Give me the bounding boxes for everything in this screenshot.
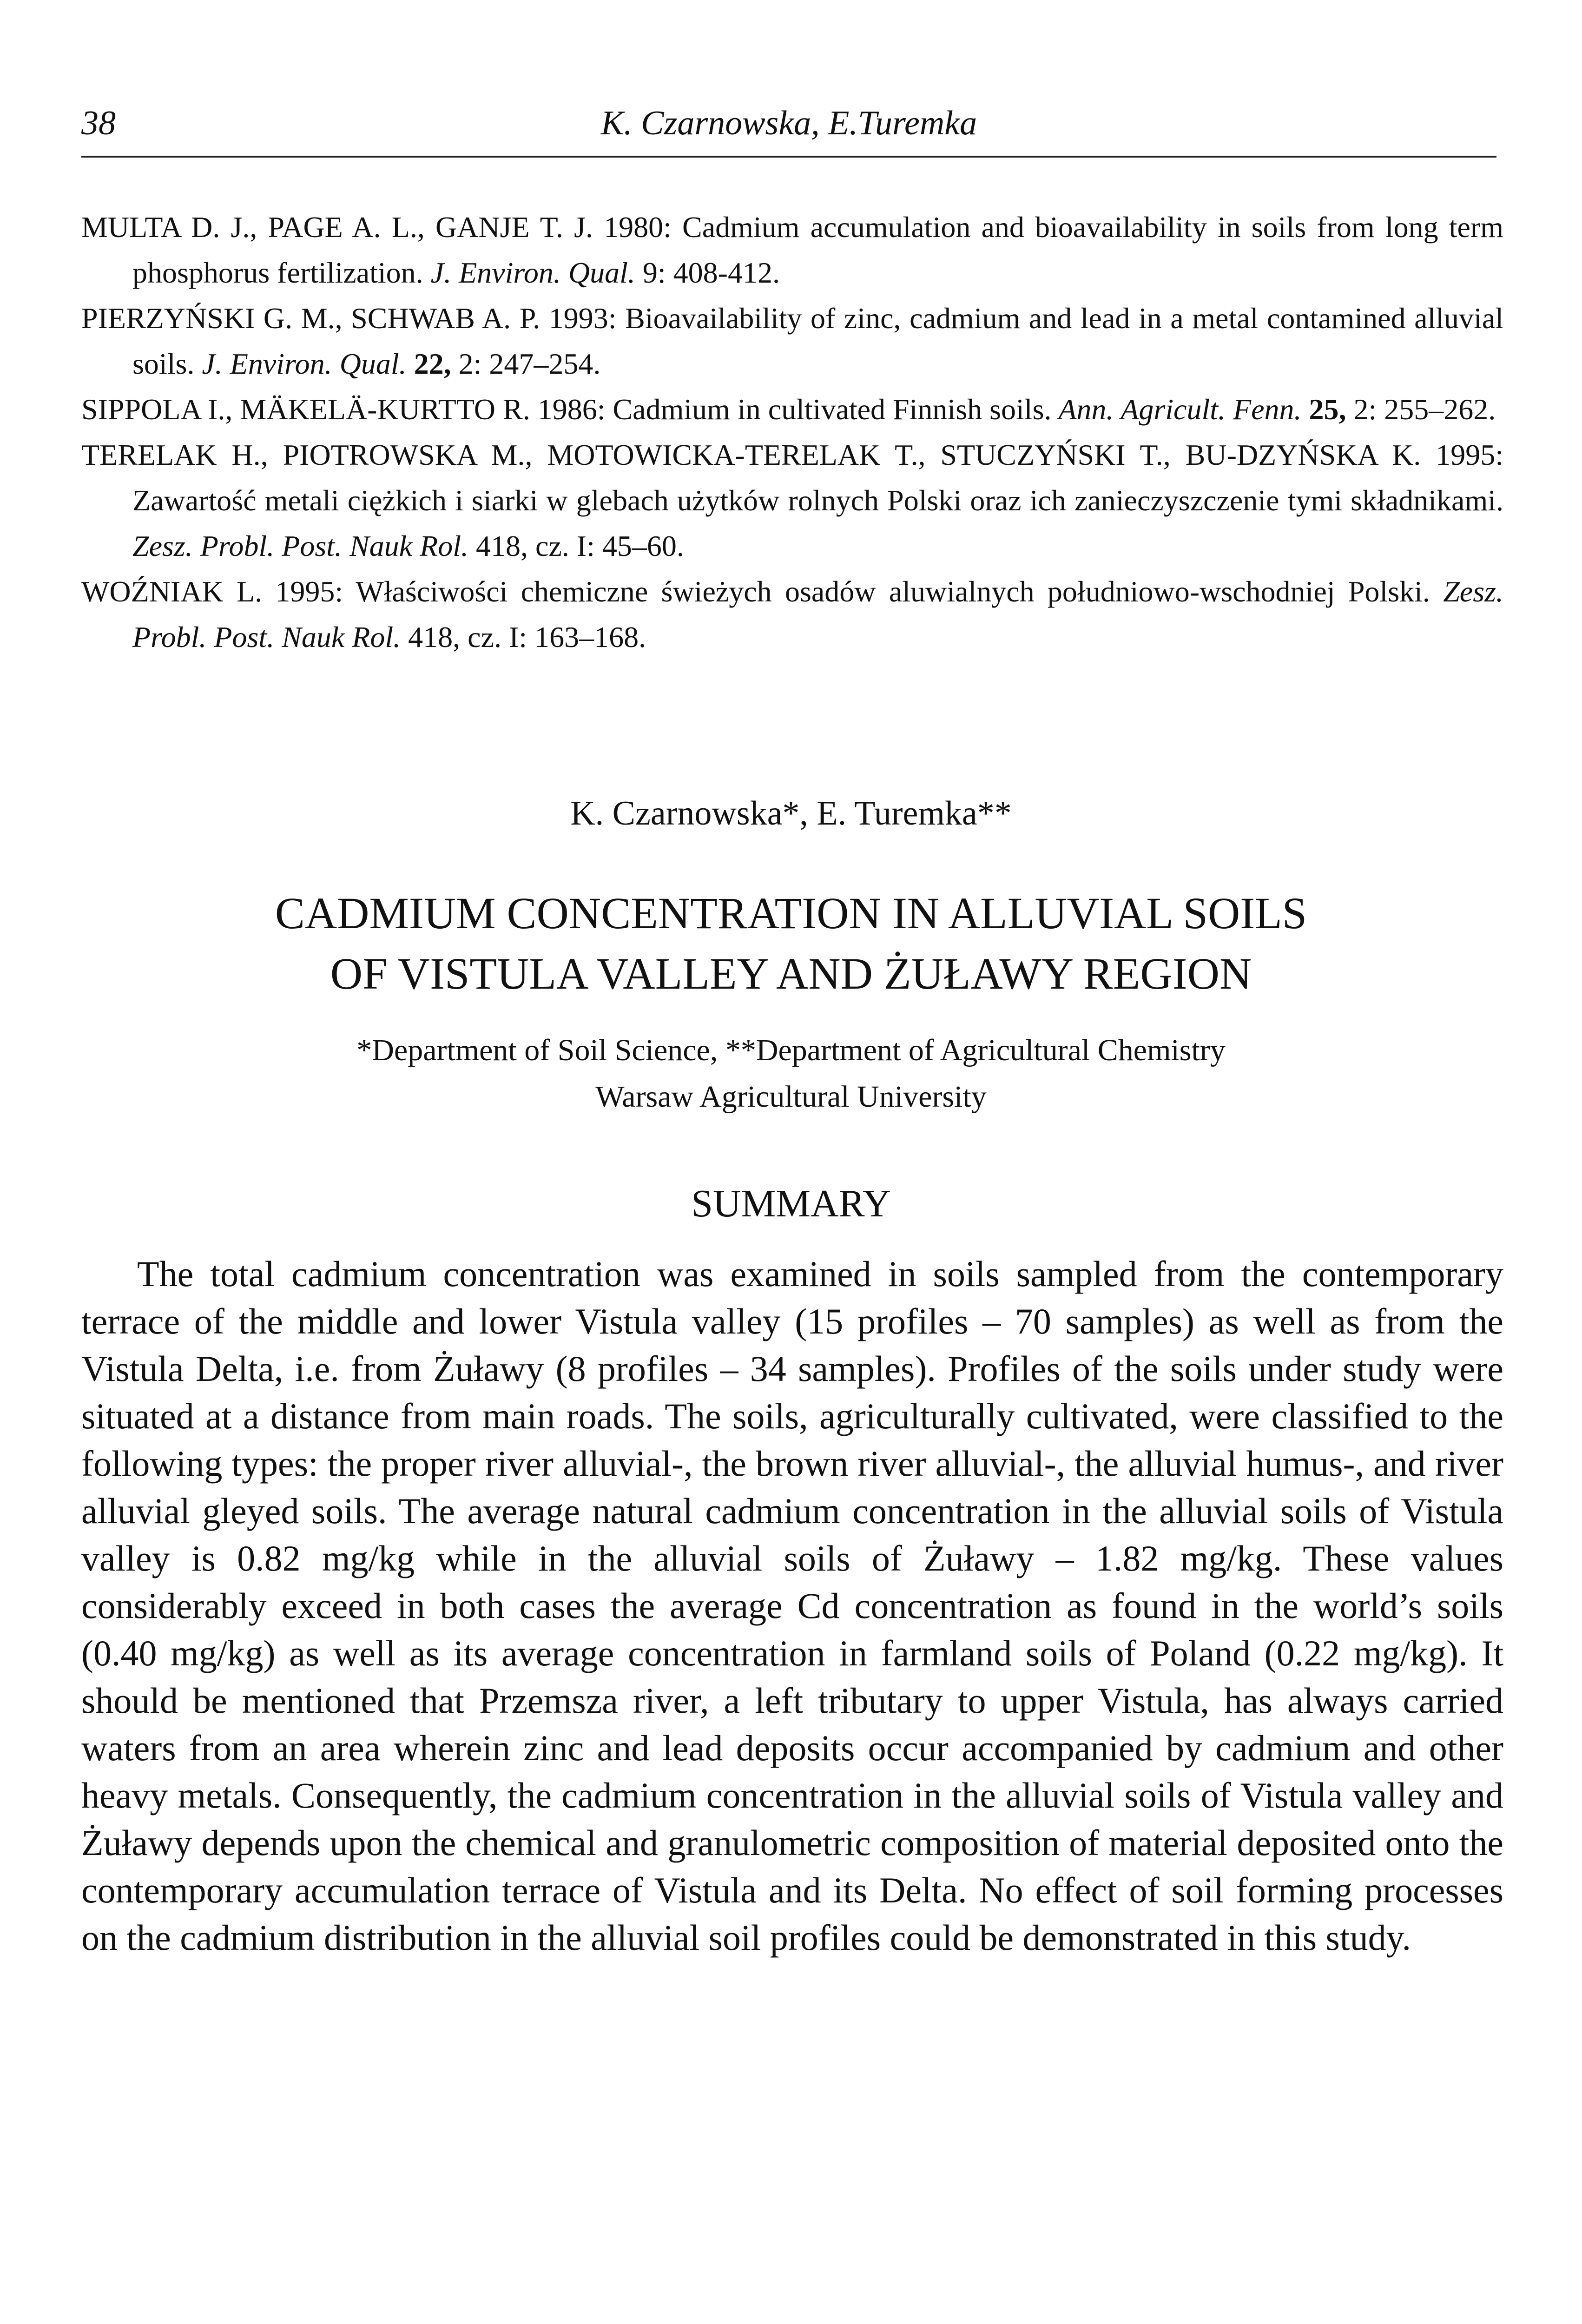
reference-item: [81, 569, 1503, 660]
summary-paragraph: The total cadmium concentration was examined in soils sampled from the contemporary terrace of the middle and lower Vistula valley (15 profiles – 70 samples) as well as from the Vistula Delta, i.e. from Żuławy (8 profiles – 34 samples). Profiles of the soils under study were situated at a distance from main roads. The soils, agriculturally cultivated, were classified to the following types: the proper river alluvial-, the brown river alluvial-, the alluvial humus-, and river alluvial gleyed soils. The average natural cadmium concentration in the alluvial soils of Vistula valley is 0.82 mg/kg while in the alluvial soils of Żuławy – 1.82 mg/kg. These values considerably exceed in both cases the average Cd concentration as found in the world’s soils (0.40 mg/kg) as well as its average concentration in farmland soils of Poland (0.22 mg/kg). It should be mentioned that Przemsza river, a left tributary to upper Vistula, has always carried waters from an area wherein zinc and lead deposits occur accompanied by cadmium and other heavy metals. Consequently, the cadmium concentration in the alluvial soils of Vistula valley and Żuławy depends upon the chemical and granulometric composition of material deposited onto the contemporary accumulation terrace of Vistula and its Delta. No effect of soil forming processes on the cadmium distribution in the alluvial soil profiles could be demonstrated in this study.: [81, 1254, 1503, 1958]
reference-journal: J. Environ. Qual.: [423, 256, 635, 289]
running-title: K. Czarnowska, E.Turemka: [600, 104, 977, 142]
page-number: 38: [81, 104, 116, 142]
article-authors: K. Czarnowska*, E. Turemka**: [570, 794, 1012, 832]
reference-authors: PIERZYŃSKI G. M., SCHWAB A. P. 1993: Bioavailability of zinc, cadmium and lead in a metal contamined alluvial soils.: [81, 302, 1503, 380]
reference-pages: 418, cz. I: 163–168.: [401, 621, 646, 654]
reference-volume: 22,: [406, 347, 451, 380]
reference-journal: Zesz. Probl. Post. Nauk Rol.: [132, 529, 468, 562]
reference-list: [81, 205, 1503, 660]
reference-pages: 9: 408-412.: [635, 256, 780, 289]
affiliation-line: *Department of Soil Science, **Department of Agricultural Chemistry: [356, 1033, 1226, 1067]
reference-pages: 2: 247–254.: [451, 347, 601, 380]
reference-item: [81, 296, 1503, 387]
reference-journal: J. Environ. Qual.: [194, 347, 407, 380]
reference-journal: Ann. Agricult. Fenn.: [1051, 393, 1302, 426]
summary-heading: SUMMARY: [691, 1182, 891, 1225]
reference-pages: 418, cz. I: 45–60.: [468, 529, 684, 562]
reference-pages: 2: 255–262.: [1346, 393, 1496, 426]
affiliation: [0, 1027, 1582, 1120]
reference-item: [81, 205, 1503, 296]
reference-authors: WOŹNIAK L. 1995: Właściwości chemiczne świeżych osadów aluwialnych południowo-wschodniej Polski.: [81, 575, 1430, 608]
reference-item: [81, 387, 1503, 432]
reference-journal: Zesz. Probl. Post. Nauk Rol.: [132, 575, 1504, 654]
running-header: [81, 100, 1496, 158]
reference-volume: 25,: [1301, 393, 1346, 426]
title-line: OF VISTULA VALLEY AND ŻUŁAWY REGION: [330, 949, 1252, 998]
reference-authors: TERELAK H., PIOTROWSKA M., MOTOWICKA-TERELAK T., STUCZYŃSKI T., BU-DZYŃSKA K. 1995: Zawartość metali ciężkich i siarki w glebach użytków rolnych Polski oraz ich zanieczyszczenie tymi składnikami.: [81, 438, 1503, 517]
reference-authors: SIPPOLA I., MÄKELÄ-KURTTO R. 1986: Cadmium in cultivated Finnish soils.: [81, 393, 1052, 426]
article-title: [0, 883, 1582, 1004]
title-line: CADMIUM CONCENTRATION IN ALLUVIAL SOILS: [275, 888, 1307, 938]
reference-item: [81, 432, 1503, 569]
affiliation-line: Warsaw Agricultural University: [595, 1080, 987, 1114]
reference-authors: MULTA D. J., PAGE A. L., GANJE T. J. 1980: Cadmium accumulation and bioavailability in soils from long term phosphorus fertilization.: [81, 211, 1503, 289]
